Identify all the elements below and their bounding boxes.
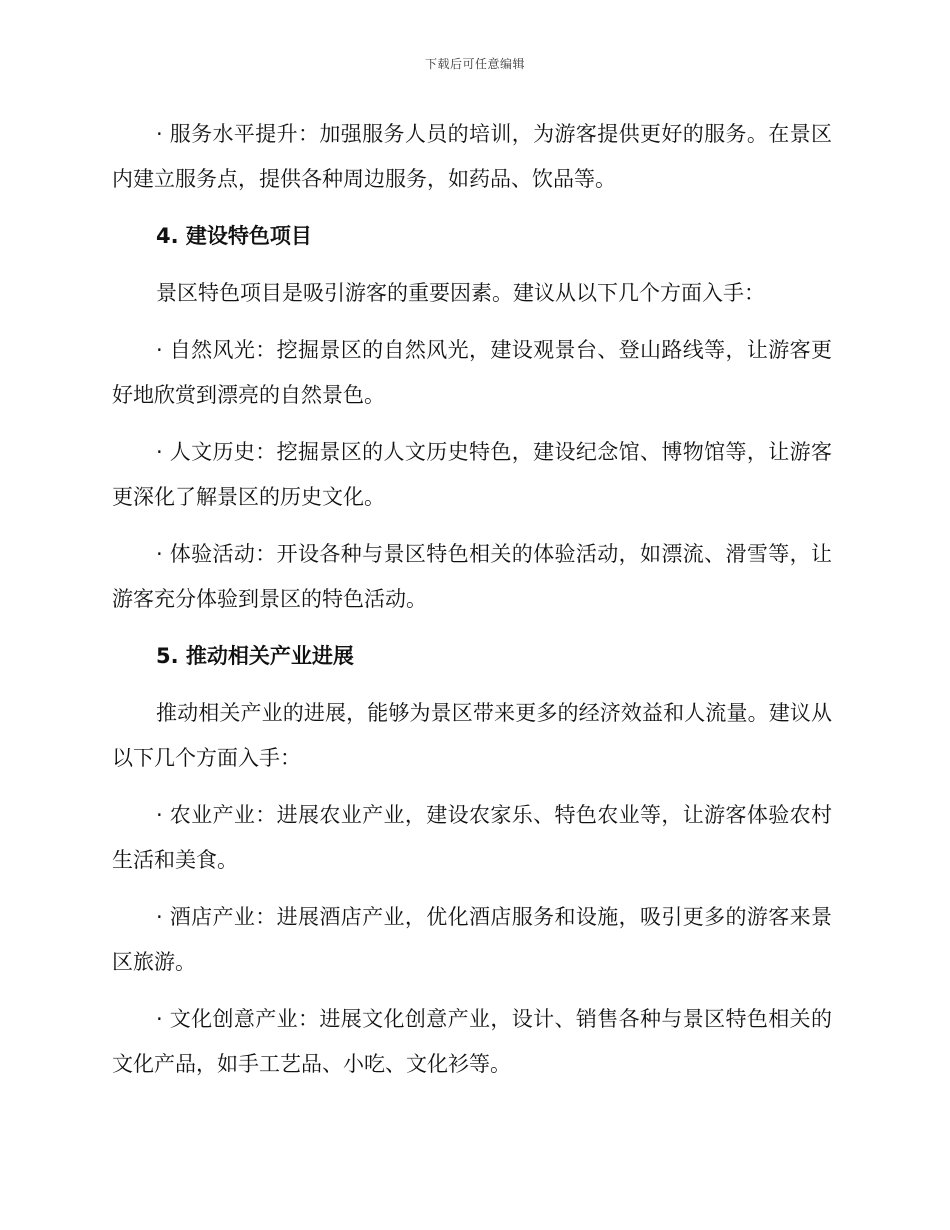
paragraph-cultural-history: · 人文历史：挖掘景区的人文历史特色，建设纪念馆、博物馆等，让游客更深化了解景区的历史文化。: [112, 440, 832, 509]
document-body: [112, 112, 832, 1099]
paragraph-service-level: · 服务水平提升：加强服务人员的培训，为游客提供更好的服务。在景区内建立服务点，提供各种周边服务，如药品、饮品等。: [112, 122, 832, 191]
paragraph-natural-scenery: · 自然风光：挖掘景区的自然风光，建设观景台、登山路线等，让游客更好地欣赏到漂亮的自然景色。: [112, 338, 832, 407]
paragraph-hotel: · 酒店产业：进展酒店产业，优化酒店服务和设施，吸引更多的游客来景区旅游。: [112, 905, 832, 974]
paragraph-section-5-intro: 推动相关产业的进展，能够为景区带来更多的经济效益和人流量。建议从以下几个方面入手：: [112, 701, 832, 770]
paragraph-cultural-creative: · 文化创意产业：进展文化创意产业，设计、销售各种与景区特色相关的文化产品，如手工艺品、小吃、文化衫等。: [112, 1007, 832, 1076]
heading-section-4: 4. 建设特色项目: [156, 224, 312, 248]
paragraph-experience-activities: · 体验活动：开设各种与景区特色相关的体验活动，如漂流、滑雪等，让游客充分体验到景区的特色活动。: [112, 542, 832, 611]
paragraph-agriculture: · 农业产业：进展农业产业，建设农家乐、特色农业等，让游客体验农村生活和美食。: [112, 803, 832, 872]
header-note: 下载后可任意编辑: [424, 57, 525, 71]
heading-section-5: 5. 推动相关产业进展: [156, 644, 354, 668]
paragraph-section-4-intro: 景区特色项目是吸引游客的重要因素。建议从以下几个方面入手：: [156, 281, 765, 305]
